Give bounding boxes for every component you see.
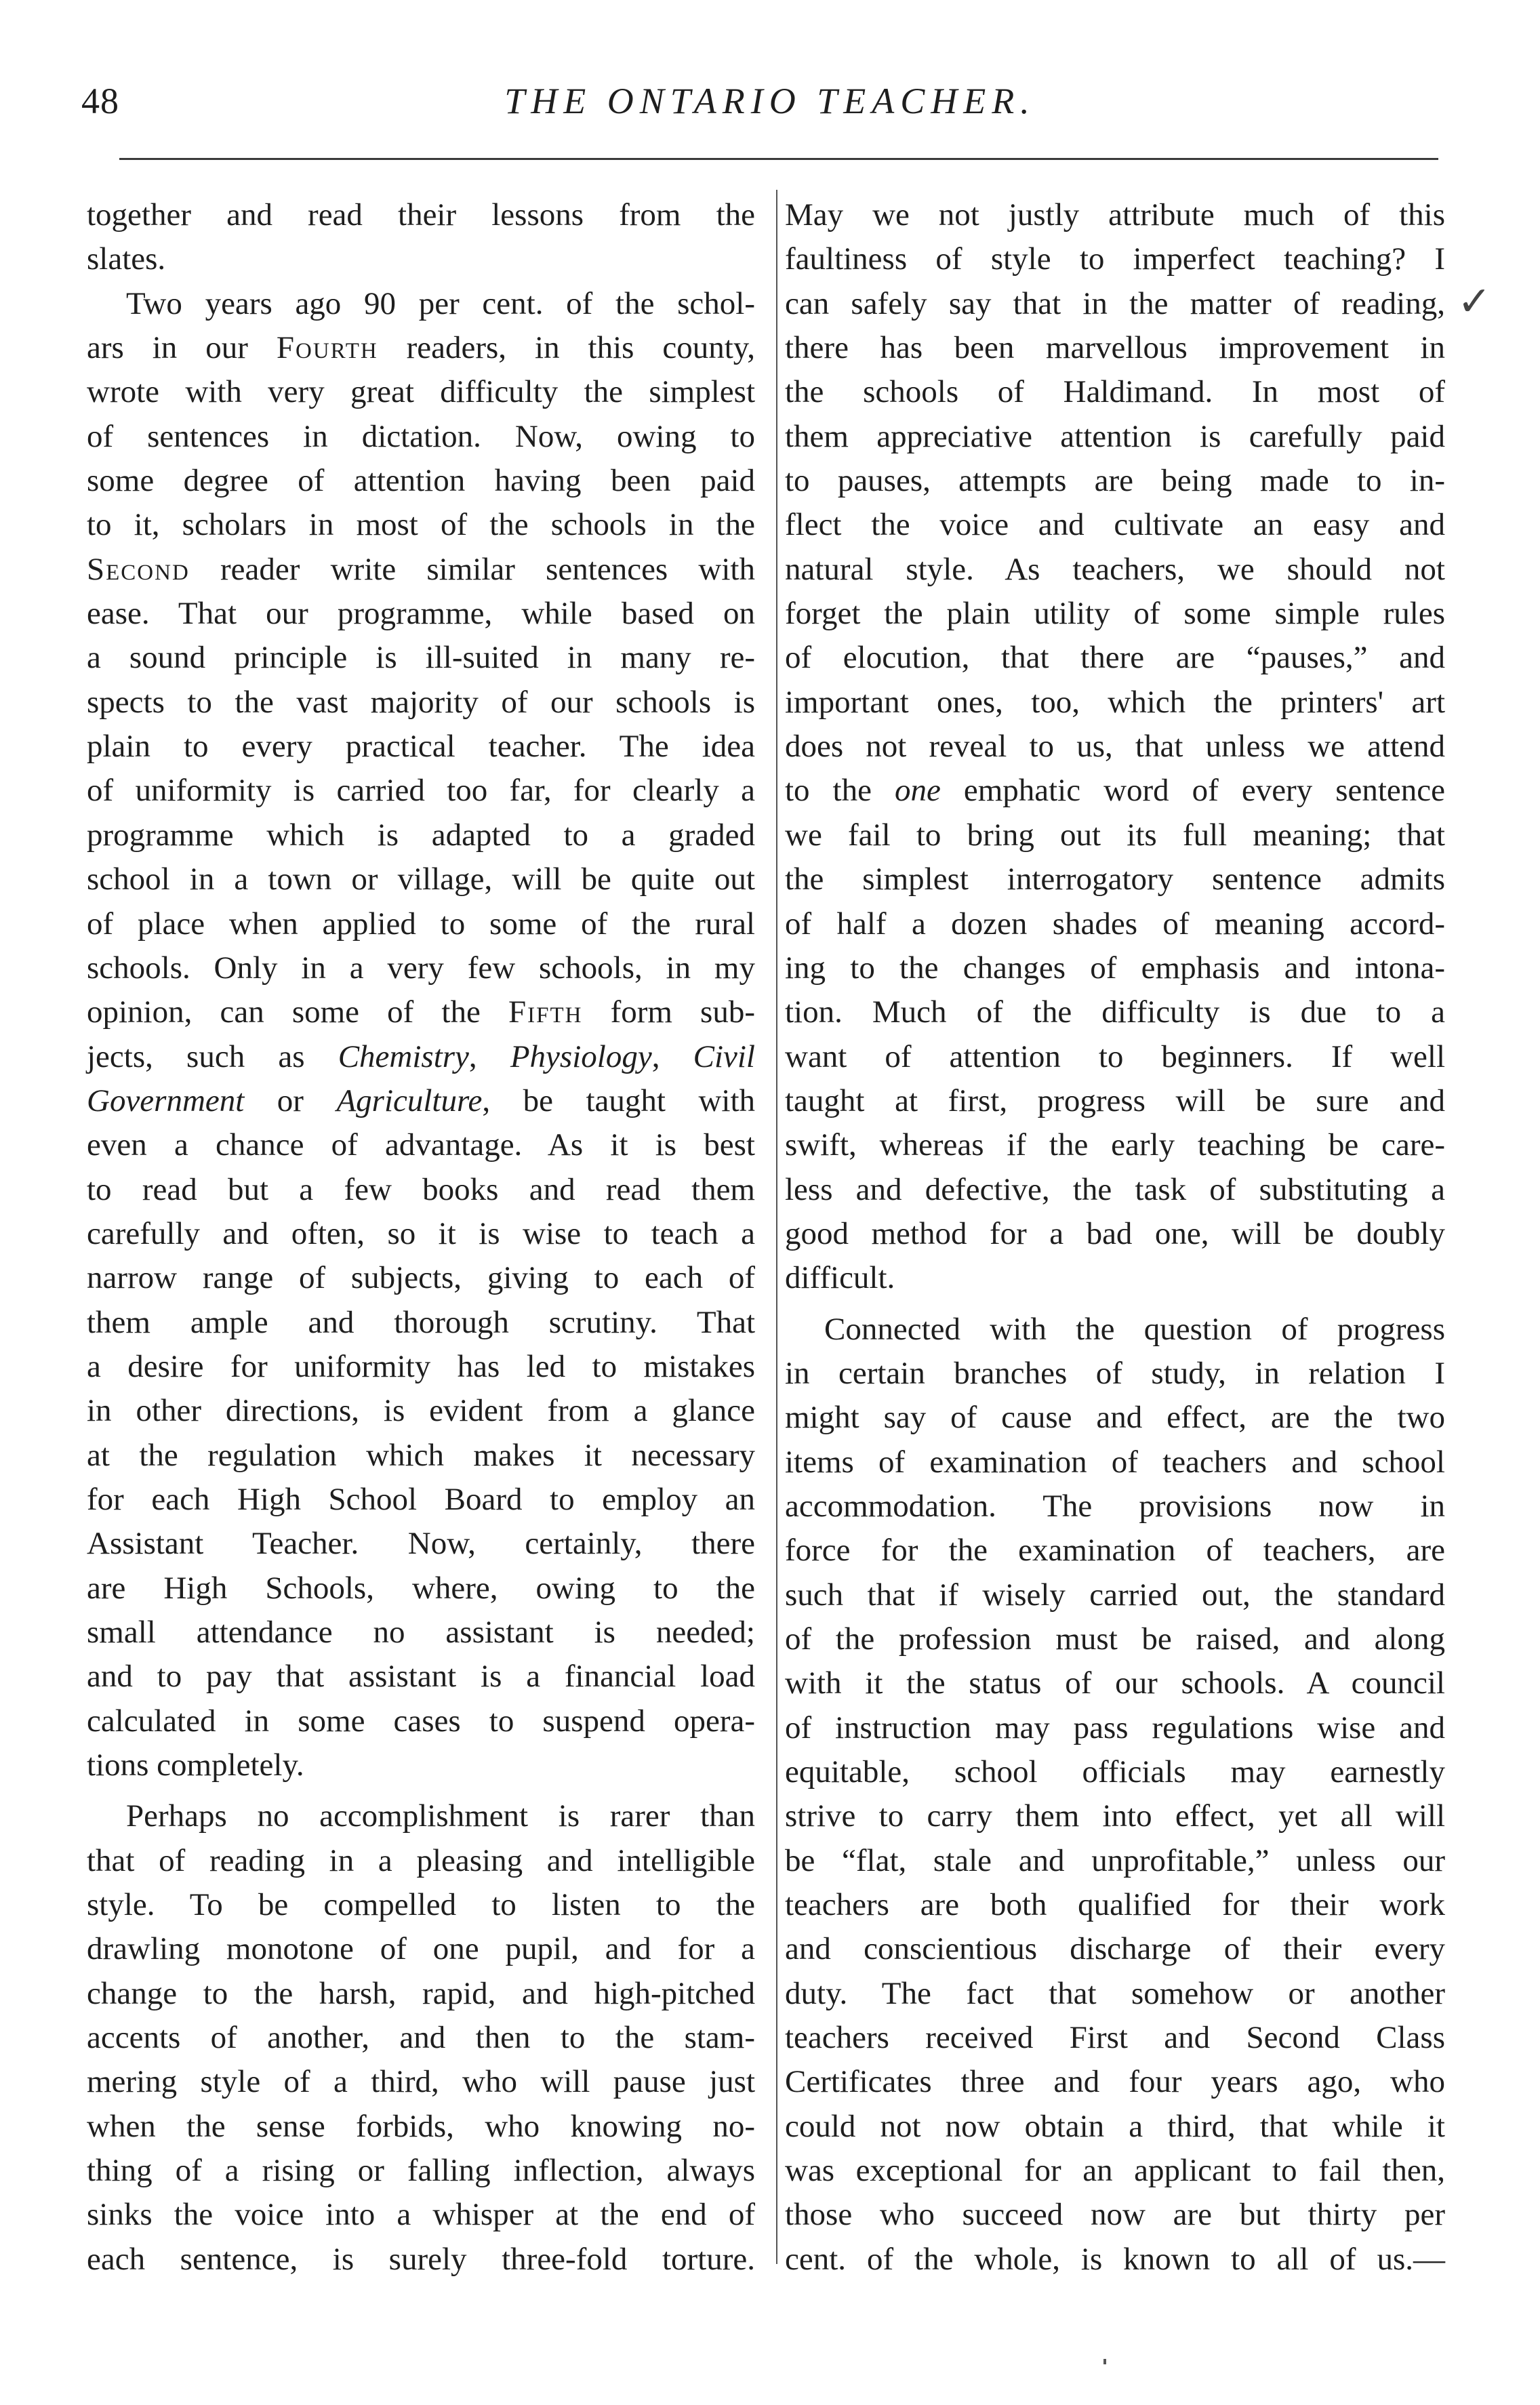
text-line: drawling monotone of one pupil, and for a (87, 1931, 755, 1967)
text-line: force for the examination of teachers, are (785, 1533, 1445, 1569)
text-line: small attendance no assistant is needed; (87, 1615, 755, 1650)
text-line: teachers are both qualified for their work (785, 1887, 1445, 1923)
text-line: the schools of Haldimand. In most of (785, 374, 1445, 410)
text-line: forget the plain utility of some simple rules (785, 596, 1445, 632)
text-line: style. To be compelled to listen to the (87, 1887, 755, 1923)
text-line: to pauses, attempts are being made to in- (785, 463, 1445, 499)
text-line: accommodation. The provisions now in (785, 1488, 1445, 1524)
text-line: schools. Only in a very few schools, in my (87, 950, 755, 986)
text-line: items of examination of teachers and school (785, 1444, 1445, 1480)
text-line: together and read their lessons from the (87, 197, 755, 233)
text-line: that of reading in a pleasing and intelligible (87, 1842, 755, 1878)
text-line: narrow range of subjects, giving to each of (87, 1260, 755, 1296)
text-line: at the regulation which makes it necessary (87, 1437, 755, 1473)
proofreader-mark: ✓ (1457, 278, 1492, 325)
left-column (87, 193, 755, 2282)
text-line: could not now obtain a third, that while it (785, 2108, 1445, 2144)
text-line: Perhaps no accomplishment is rarer than (126, 1798, 755, 1834)
text-line: the simplest interrogatory sentence admits (785, 862, 1445, 897)
text-line: Government or Agriculture, be taught with (87, 1083, 755, 1118)
text-line: wrote with very great difficulty the simplest (87, 374, 755, 410)
text-line: duty. The fact that somehow or another (785, 1975, 1445, 2011)
text-line: mering style of a third, who will pause just (87, 2064, 755, 2100)
text-line: May we not justly attribute much of this (785, 197, 1445, 233)
text-line: even a chance of advantage. As it is best (87, 1127, 755, 1163)
text-line: such that if wisely carried out, the standard (785, 1577, 1445, 1613)
page-number: 48 (81, 81, 119, 121)
text-line: with it the status of our schools. A council (785, 1665, 1445, 1701)
text-line: and conscientious discharge of their every (785, 1931, 1445, 1967)
text-line: are High Schools, where, owing to the (87, 1570, 755, 1606)
text-line: those who succeed now are but thirty per (785, 2197, 1445, 2233)
text-line: when the sense forbids, who knowing no- (87, 2108, 755, 2144)
text-line: less and defective, the task of substituting a (785, 1171, 1445, 1207)
text-line: difficult. (785, 1260, 895, 1296)
header-rule (119, 158, 1438, 160)
text-line: flect the voice and cultivate an easy and (785, 507, 1445, 543)
text-line: carefully and often, so it is wise to teach a (87, 1215, 755, 1251)
column-divider (776, 190, 777, 2264)
text-line: Connected with the question of progress (824, 1311, 1445, 1347)
text-line: opinion, can some of the Fifth form sub- (87, 994, 755, 1030)
text-line: cent. of the whole, is known to all of us.— (785, 2241, 1445, 2277)
text-line: ease. That our programme, while based on (87, 596, 755, 632)
text-line: spects to the vast majority of our schools is (87, 684, 755, 720)
text-line: Certificates three and four years ago, who (785, 2064, 1445, 2100)
text-line: school in a town or village, will be quite out (87, 862, 755, 897)
right-column (785, 193, 1445, 2282)
text-line: to the one emphatic word of every sentence (785, 773, 1445, 809)
text-line: equitable, school officials may earnestly (785, 1754, 1445, 1790)
running-title: THE ONTARIO TEACHER. (504, 81, 1036, 121)
text-line: of instruction may pass regulations wise and (785, 1710, 1445, 1745)
text-line: strive to carry them into effect, yet all will (785, 1798, 1445, 1834)
text-line: change to the harsh, rapid, and high-pitched (87, 1975, 755, 2011)
text-line: tion. Much of the difficulty is due to a (785, 994, 1445, 1030)
text-line: want of attention to beginners. If well (785, 1038, 1445, 1074)
text-line: them ample and thorough scrutiny. That (87, 1304, 755, 1340)
text-line: tions completely. (87, 1747, 304, 1783)
text-line: teachers received First and Second Class (785, 2020, 1445, 2056)
text-line: jects, such as Chemistry, Physiology, Civil (87, 1038, 755, 1074)
text-line: faultiness of style to imperfect teaching? I (785, 241, 1445, 277)
text-line: we fail to bring out its full meaning; that (785, 817, 1445, 853)
text-line: ing to the changes of emphasis and intona- (785, 950, 1445, 986)
text-line: thing of a rising or falling inflection, always (87, 2153, 755, 2189)
text-line: natural style. As teachers, we should not (785, 551, 1445, 587)
text-line: of elocution, that there are “pauses,” and (785, 640, 1445, 676)
text-line: of the profession must be raised, and along (785, 1621, 1445, 1657)
text-line: does not reveal to us, that unless we attend (785, 729, 1445, 765)
text-line: Assistant Teacher. Now, certainly, there (87, 1526, 755, 1562)
text-line: calculated in some cases to suspend opera- (87, 1703, 755, 1739)
text-line: each sentence, is surely three-fold torture. (87, 2241, 755, 2277)
text-line: accents of another, and then to the stam- (87, 2020, 755, 2056)
text-line: important ones, too, which the printers' art (785, 684, 1445, 720)
text-line: in other directions, is evident from a glance (87, 1393, 755, 1429)
text-line: slates. (87, 241, 166, 277)
text-line: of place when applied to some of the rural (87, 906, 755, 942)
text-line: a desire for uniformity has led to mistakes (87, 1348, 755, 1384)
text-line: be “flat, stale and unprofitable,” unless our (785, 1842, 1445, 1878)
ink-speck (1103, 2359, 1106, 2364)
text-line: was exceptional for an applicant to fail then, (785, 2153, 1445, 2189)
text-line: to read but a few books and read them (87, 1171, 755, 1207)
text-line: taught at first, progress will be sure and (785, 1083, 1445, 1118)
text-line: of uniformity is carried too far, for clearly a (87, 773, 755, 809)
text-line: plain to every practical teacher. The idea (87, 729, 755, 765)
text-line: to it, scholars in most of the schools in the (87, 507, 755, 543)
text-line: them appreciative attention is carefully paid (785, 418, 1445, 454)
page-header (0, 0, 1540, 142)
text-line: programme which is adapted to a graded (87, 817, 755, 853)
text-line: of half a dozen shades of meaning accord- (785, 906, 1445, 942)
text-line: swift, whereas if the early teaching be care- (785, 1127, 1445, 1163)
text-line: a sound principle is ill-suited in many re- (87, 640, 755, 676)
text-line: ars in our Fourth readers, in this county, (87, 330, 755, 366)
text-line: in certain branches of study, in relation I (785, 1355, 1445, 1391)
text-line: there has been marvellous improvement in (785, 330, 1445, 366)
text-line: some degree of attention having been paid (87, 463, 755, 499)
text-line: for each High School Board to employ an (87, 1481, 755, 1517)
text-line: might say of cause and effect, are the two (785, 1400, 1445, 1436)
text-line: Two years ago 90 per cent. of the schol- (126, 285, 755, 321)
text-line: can safely say that in the matter of reading, (785, 285, 1445, 321)
text-line: and to pay that assistant is a financial load (87, 1659, 755, 1695)
text-line: Second reader write similar sentences with (87, 551, 755, 587)
text-line: sinks the voice into a whisper at the end of (87, 2197, 755, 2233)
text-line: good method for a bad one, will be doubly (785, 1215, 1445, 1251)
text-line: of sentences in dictation. Now, owing to (87, 418, 755, 454)
